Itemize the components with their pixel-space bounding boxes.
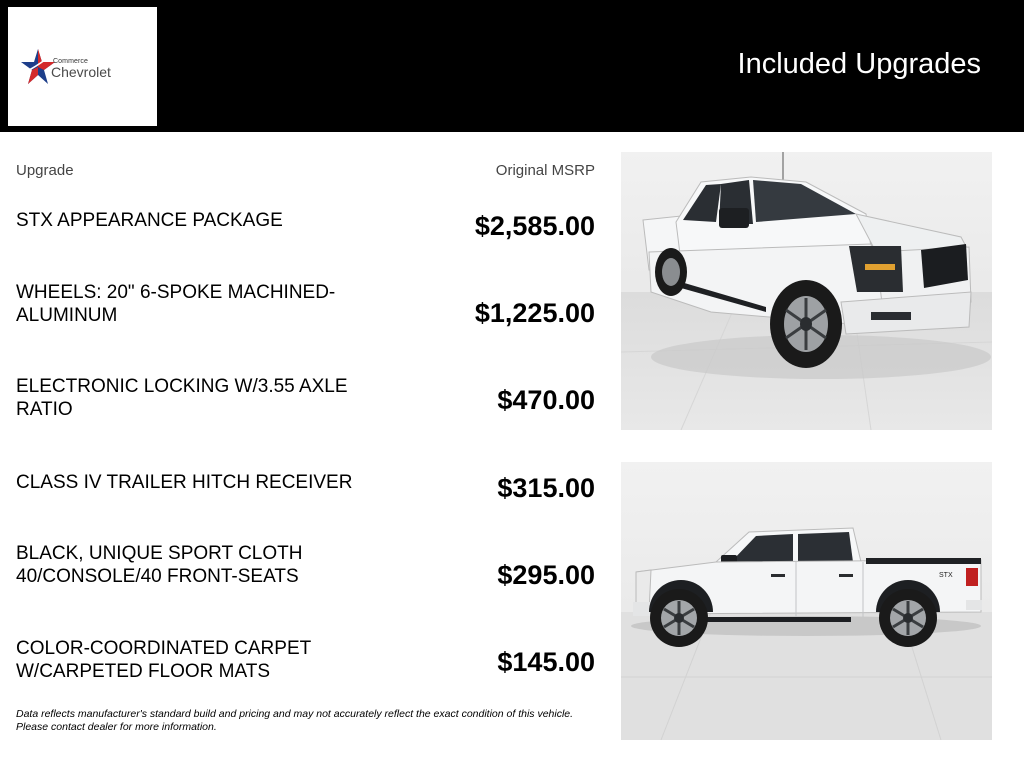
truck-side-photo[interactable] xyxy=(621,462,992,740)
upgrade-name: BLACK, UNIQUE SPORT CLOTH 40/CONSOLE/40 FRONT-SEATS xyxy=(16,543,303,587)
upgrade-price: $145.00 xyxy=(497,647,595,677)
upgrade-price: $315.00 xyxy=(497,473,595,503)
logo-text-chevrolet: Chevrolet xyxy=(51,64,111,80)
truck-front-three-quarter-icon xyxy=(621,152,992,430)
disclaimer-text xyxy=(16,708,606,734)
upgrade-name: WHEELS: 20" 6-SPOKE MACHINED-ALUMINUM xyxy=(16,282,336,326)
upgrade-column-header: Upgrade xyxy=(16,162,74,179)
upgrade-name: COLOR-COORDINATED CARPET W/CARPETED FLOOR MATS xyxy=(16,638,311,682)
msrp-column-header: Original MSRP xyxy=(495,162,595,179)
stx-badge-text: STX xyxy=(939,572,953,579)
upgrade-name: ELECTRONIC LOCKING W/3.55 AXLE RATIO xyxy=(16,376,348,420)
dealer-logo[interactable] xyxy=(8,7,157,126)
upgrade-name: STX APPEARANCE PACKAGE xyxy=(16,210,283,231)
header-bar xyxy=(0,0,1024,132)
truck-front-photo[interactable] xyxy=(621,152,992,430)
truck-side-profile-icon xyxy=(621,462,992,740)
logo-text-commerce: Commerce xyxy=(53,58,89,65)
disclaimer-line: Please contact dealer for more information. xyxy=(16,721,217,733)
upgrade-price: $295.00 xyxy=(497,560,595,590)
disclaimer-line: Data reflects manufacturer's standard build and pricing and may not accurately reflect the exact condition of this vehicle. xyxy=(16,708,574,720)
upgrade-price: $1,225.00 xyxy=(474,298,595,328)
upgrade-name: CLASS IV TRAILER HITCH RECEIVER xyxy=(16,472,353,493)
upgrade-price: $2,585.00 xyxy=(474,211,595,241)
upgrade-price: $470.00 xyxy=(497,385,595,415)
page-title: Included Upgrades xyxy=(737,48,981,80)
